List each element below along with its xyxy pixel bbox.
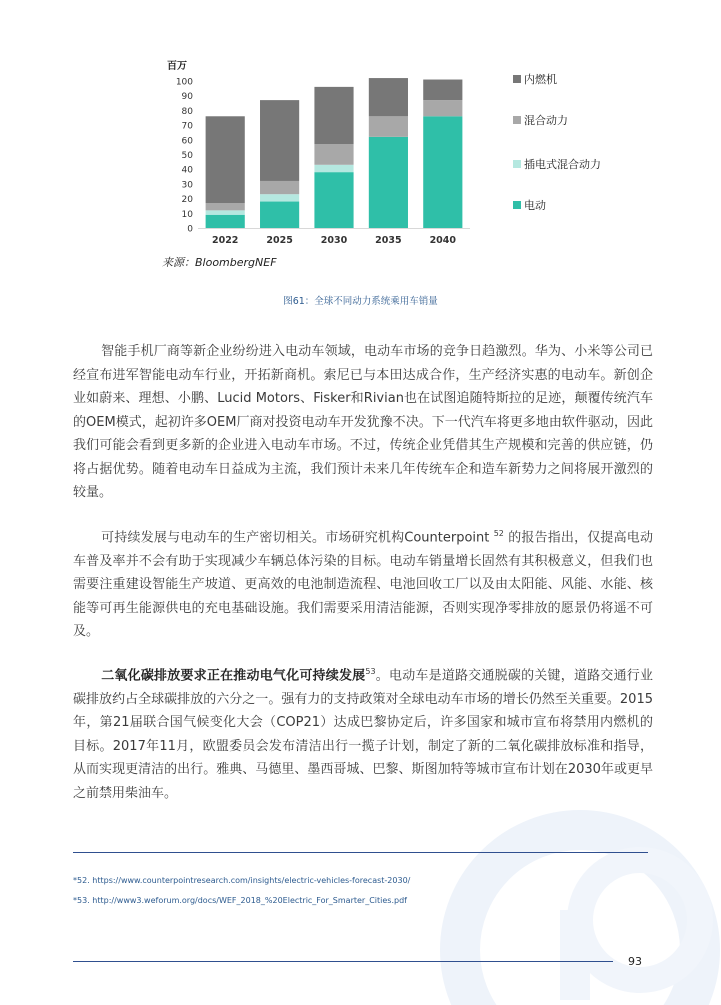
y-tick-label: 100: [175, 77, 193, 88]
page-number: 93: [628, 955, 642, 968]
paragraph-3-text: 。电动车是道路交通脱碳的关键，道路交通行业碳排放约占全球碳排放的六分之一。强有力的支持政策对全球电动车市场的增长仍然至关重要。2015年，第21届联合国气候变化大会（COP21）达成巴黎协定后，许多国家和城市宣布将禁用内燃机的目标。2017年11月，欧盟委员会发布清洁出行一揽子计划，制定了新的二氧化碳排放标准和指导，从而实现更清洁的出行。雅典、马德里、墨西哥城、巴黎、斯图加特等城市宣布计划在2030年或更早之前禁用柴油车。: [73, 668, 653, 801]
bar-segment: [314, 165, 353, 172]
y-tick-label: 30: [181, 180, 193, 191]
footnote-ref-53[interactable]: 53: [365, 667, 376, 676]
page-footer-rule: [73, 961, 613, 962]
legend-label: 插电式混合动力: [524, 158, 601, 171]
chart-svg: [150, 55, 630, 270]
paragraph-1-text: 智能手机厂商等新企业纷纷进入电动车领域，电动车市场的竞争日趋激烈。华为、小米等公司已经宣布进军智能电动车行业，开拓新商机。索尼已与本田达成合作，生产经济实惠的电动车。新创企业如蔚来、理想、小鹏、Lucid Motors、Fisker和Rivian也在试图追随特斯拉的足迹，颠覆传统汽车的OEM模式，起初许多OEM厂商对投资电动车开发犹豫不决。下一代汽车将更多地由软件驱动，因此我们可能会看到更多新的企业进入电动车市场。不过，传统企业凭借其生产规模和完善的供应链，仍将占据优势。随着电动车日益成为主流，我们预计未来几年传统车企和造车新势力之间将展开激烈的较量。: [73, 344, 653, 500]
bar-segment: [369, 116, 408, 137]
bar-segment: [260, 194, 299, 201]
x-tick-label: 2040: [429, 235, 457, 246]
bar-segment: [369, 137, 408, 228]
chart-source: 来源：BloombergNEF: [162, 256, 277, 269]
legend-swatch: [513, 201, 521, 209]
paragraph-1: [73, 340, 653, 505]
paragraph-3-heading: 二氧化碳排放要求正在推动电气化可持续发展: [101, 668, 366, 684]
background-watermark: [440, 800, 721, 1005]
paragraph-2-text-a: 可持续发展与电动车的生产密切相关。市场研究机构Counterpoint: [101, 530, 490, 546]
bar-segment: [260, 181, 299, 194]
x-tick-label: 2030: [320, 235, 348, 246]
x-tick-label: 2025: [266, 235, 293, 246]
footnote-53[interactable]: *53. http://www3.weforum.org/docs/WEF_2018_%20Electric_For_Smarter_Cities.pdf: [73, 896, 407, 905]
bar-segment: [314, 172, 353, 228]
bar-segment: [206, 203, 245, 210]
y-axis-label: 百万: [167, 61, 187, 72]
legend-label: 内燃机: [524, 73, 557, 86]
y-tick-label: 40: [181, 165, 193, 176]
legend-swatch: [513, 160, 521, 168]
y-tick-label: 10: [181, 209, 193, 220]
bar-segment: [206, 116, 245, 203]
legend-swatch: [513, 75, 521, 83]
y-tick-label: 70: [181, 121, 193, 132]
bar-segment: [206, 215, 245, 228]
bar-segment: [260, 202, 299, 228]
legend-label: 混合动力: [524, 114, 568, 127]
x-tick-label: 2022: [211, 235, 239, 246]
y-tick-label: 50: [181, 151, 193, 161]
y-tick-label: 60: [181, 136, 193, 147]
bar-segment: [314, 87, 353, 144]
bar-segment: [260, 100, 299, 181]
legend-label: 电动: [524, 199, 546, 212]
bar-segment: [423, 116, 462, 228]
paragraph-2-text-b: 的报告指出，仅提高电动车普及率并不会有助于实现减少车辆总体污染的目标。电动车销量增长固然有其积极意义，但我们也需要注重建设智能生产坡道、更高效的电池制造流程、电池回收工厂以及由太阳能、风能、水能、核能等可再生能源供电的充电基础设施。我们需要采用清洁能源，否则实现净零排放的愿景仍将遥不可及。: [73, 530, 653, 640]
paragraph-3: [73, 660, 653, 805]
y-tick-label: 20: [181, 195, 193, 206]
footnote-ref-52[interactable]: 52: [493, 529, 504, 538]
footnote-divider: [73, 852, 648, 853]
bar-segment: [423, 100, 462, 116]
x-tick-label: 2035: [375, 235, 402, 246]
legend-swatch: [513, 116, 521, 124]
powertrain-sales-chart: [150, 55, 630, 270]
bar-segment: [369, 78, 408, 116]
y-tick-label: 80: [181, 106, 193, 117]
footnote-52[interactable]: *52. https://www.counterpointresearch.com/insights/electric-vehicles-forecast-2030/: [73, 876, 411, 885]
bar-segment: [314, 144, 353, 165]
bar-segment: [206, 210, 245, 214]
bar-segment: [423, 80, 462, 101]
paragraph-2: [73, 522, 653, 644]
y-tick-label: 0: [187, 224, 193, 235]
figure-caption: 图61：全球不同动力系统乘用车销量: [283, 296, 438, 307]
y-tick-label: 90: [181, 92, 193, 103]
